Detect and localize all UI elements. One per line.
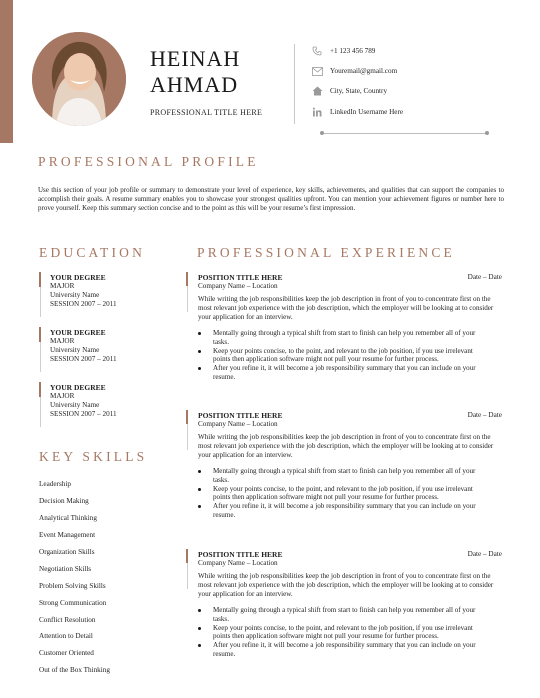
- edu-line: [40, 287, 41, 317]
- session: SESSION 2007 – 2011: [50, 410, 117, 418]
- education-item: [50, 383, 117, 419]
- degree: YOUR DEGREE: [50, 328, 106, 337]
- skill-item: Analytical Thinking: [39, 514, 97, 522]
- job-bullet: After you refine it, it will become a job responsibility summary that you can include on your resume.: [198, 641, 490, 659]
- job-bullet: Keep your points concise, to the point, and relevant to the job position, if you use irrelevant points then application software might not pull your resume for further process.: [198, 347, 490, 365]
- education-item: [50, 273, 117, 309]
- job-company: Company Name – Location: [198, 282, 278, 290]
- edu-marker: [39, 382, 41, 397]
- university: University Name: [50, 291, 100, 299]
- job-entry: [198, 411, 502, 520]
- skill-item: Problem Solving Skills: [39, 582, 106, 590]
- first-name: HEINAH: [150, 46, 241, 71]
- skill-item: Decision Making: [39, 497, 89, 505]
- job-company: Company Name – Location: [198, 420, 278, 428]
- skills-heading: KEY SKILLS: [39, 449, 148, 464]
- job-title: POSITION TITLE HERE: [198, 550, 283, 559]
- professional-title: PROFESSIONAL TITLE HERE: [150, 108, 263, 117]
- contact-phone[interactable]: [311, 44, 375, 58]
- job-company: Company Name – Location: [198, 559, 278, 567]
- name-heading: [150, 46, 240, 98]
- contact-linkedin[interactable]: [311, 105, 403, 119]
- job-title: POSITION TITLE HERE: [198, 273, 283, 282]
- session: SESSION 2007 – 2011: [50, 355, 117, 363]
- last-name: AHMAD: [150, 72, 239, 97]
- skill-item: Event Management: [39, 531, 96, 539]
- skill-item: Organization Skills: [39, 548, 95, 556]
- job-marker: [186, 549, 188, 563]
- job-dates: Date – Date: [467, 550, 502, 558]
- job-entry: [198, 273, 502, 382]
- contact-location: [311, 84, 387, 98]
- skill-item: Attention to Detail: [39, 632, 93, 640]
- job-line: [187, 424, 188, 450]
- header-divider: [294, 44, 295, 124]
- edu-line: [40, 397, 41, 427]
- skill-item: Negotiation Skills: [39, 565, 92, 573]
- email-icon: [311, 65, 323, 77]
- job-entry: [198, 550, 502, 659]
- job-bullet: After you refine it, it will become a job responsibility summary that you can include on your resume.: [198, 502, 490, 520]
- edu-line: [40, 342, 41, 372]
- job-line: [187, 563, 188, 589]
- job-marker: [186, 272, 188, 286]
- linkedin-icon: [311, 106, 323, 118]
- job-bullet: Mentally going through a typical shift from start to finish can help you remember all of your tasks.: [198, 606, 490, 624]
- job-bullets: [198, 329, 490, 382]
- profile-summary: Use this section of your job profile or summary to demonstrate your level of experience, key skills, achievements, and qualities that can support the companies to accomplish their goals. A resume summary enables you to showcase your strongest qualities upfront. You can mention your achievement figures or number here to prove yourself. Keep this summary section concise and to the point as this will be your resume’s first impression.: [38, 186, 504, 212]
- job-line: [187, 286, 188, 312]
- major: MAJOR: [50, 337, 75, 345]
- job-bullet: Mentally going through a typical shift from start to finish can help you remember all of your tasks.: [198, 467, 490, 485]
- education-heading: EDUCATION: [39, 245, 146, 260]
- job-title: POSITION TITLE HERE: [198, 411, 283, 420]
- degree: YOUR DEGREE: [50, 383, 106, 392]
- job-bullet: After you refine it, it will become a job responsibility summary that you can include on your resume.: [198, 364, 490, 382]
- job-marker: [186, 410, 188, 424]
- home-icon: [311, 85, 323, 97]
- edu-marker: [39, 272, 41, 287]
- education-item: [50, 328, 117, 364]
- degree: YOUR DEGREE: [50, 273, 106, 282]
- session: SESSION 2007 – 2011: [50, 300, 117, 308]
- skill-item: Out of the Box Thinking: [39, 666, 110, 674]
- skill-item: Customer Oriented: [39, 649, 94, 657]
- phone-icon: [311, 45, 323, 57]
- skill-item: Conflict Resolution: [39, 616, 96, 624]
- job-bullets: [198, 606, 490, 659]
- job-bullet: Keep your points concise, to the point, and relevant to the job position, if you use irrelevant points then application software might not pull your resume for further process.: [198, 624, 490, 642]
- job-dates: Date – Date: [467, 273, 502, 281]
- profile-photo: [32, 32, 126, 126]
- university: University Name: [50, 346, 100, 354]
- experience-heading: PROFESSIONAL EXPERIENCE: [197, 245, 455, 260]
- contact-divider: [322, 133, 487, 134]
- job-description: While writing the job responsibilities keep the job description in front of you to concentrate first on the most relevant job experience with the job description, which the employer will be looking at to consider your application for an interview.: [198, 295, 494, 321]
- university: University Name: [50, 401, 100, 409]
- divider-dot-left: [320, 131, 324, 135]
- job-bullet: Keep your points concise, to the point, and relevant to the job position, if you use irrelevant points then application software might not pull your resume for further process.: [198, 485, 490, 503]
- linkedin-text: LinkedIn Username Here: [330, 108, 404, 116]
- job-description: While writing the job responsibilities keep the job description in front of you to concentrate first on the most relevant job experience with the job description, which the employer will be looking at to consider your application for an interview.: [198, 433, 494, 459]
- skill-item: Leadership: [39, 480, 71, 488]
- job-dates: Date – Date: [467, 411, 502, 419]
- job-bullet: Mentally going through a typical shift from start to finish can help you remember all of your tasks.: [198, 329, 490, 347]
- location-text: City, State, Country: [330, 87, 388, 95]
- major: MAJOR: [50, 392, 75, 400]
- accent-bar: [0, 0, 13, 143]
- edu-marker: [39, 327, 41, 342]
- job-bullets: [198, 467, 490, 520]
- divider-dot-right: [485, 131, 489, 135]
- phone-text: +1 123 456 789: [330, 47, 376, 55]
- major: MAJOR: [50, 282, 75, 290]
- skill-item: Strong Communication: [39, 599, 107, 607]
- email-text: Youremail@gmail.com: [330, 67, 398, 75]
- profile-heading: PROFESSIONAL PROFILE: [38, 154, 259, 169]
- job-description: While writing the job responsibilities keep the job description in front of you to concentrate first on the most relevant job experience with the job description, which the employer will be looking at to consider your application for an interview.: [198, 572, 494, 598]
- contact-email[interactable]: [311, 64, 397, 78]
